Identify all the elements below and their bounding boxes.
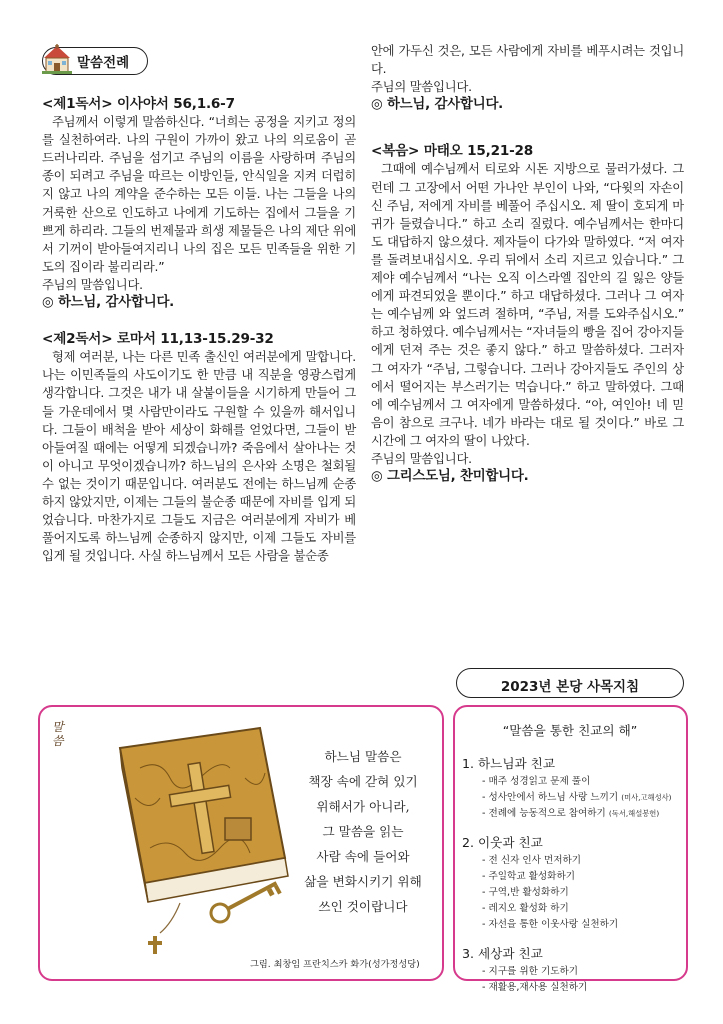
poem-line: 그 말씀을 읽는 bbox=[322, 824, 404, 839]
list-item: - 성사안에서 하느님 사랑 느끼기 (미사,고해성사) bbox=[482, 792, 672, 803]
illustration-credit: 그림. 최창임 프란치스카 화가(성가정성당) bbox=[250, 959, 420, 970]
reading1-text: 주님께서 이렇게 말씀하신다. “너희는 공정을 지키고 정의를 실천하여라. 나의 구원이 가까이 왔고 나의 의로움이 곧 드러나리라. 주님을 섬기고 주님의 이름을 사랑하며 주님의 종이 되려고 주님을 따르는 이방인들, 안식일을 지켜 더럽히지 않고 나의 계약을 준수하는 모든 이들. 나는 그들을 나의 거룩한 산으로 인도하고 나에게 기도하는 집에서 그들을 기쁘게 하리라. 그들의 번제물과 희생 제물들은 나의 제단 위에서 기꺼이 받아들여지리니 나의 집은 모든 민족들을 위한 기도의 집이라 불리리라.” bbox=[42, 115, 356, 274]
list-item: - 구역,반 활성화하기 bbox=[482, 887, 569, 898]
pastoral-title: 2023년 본당 사목지침 bbox=[500, 679, 640, 695]
stamp-text: 말씀 bbox=[52, 720, 64, 748]
reading1-response: ◎ 하느님, 감사합니다. bbox=[42, 295, 175, 311]
gospel-heading: <복음> 마태오 15,21-28 bbox=[371, 143, 534, 160]
reading2-closing: 주님의 말씀입니다. bbox=[371, 80, 472, 95]
list-item: - 전 신자 인사 먼저하기 bbox=[482, 855, 582, 866]
poem-line: 삶을 변화시키기 위해 bbox=[304, 874, 422, 889]
reading2-response: ◎ 하느님, 감사합니다. bbox=[371, 97, 504, 113]
gospel-text: 그때에 예수님께서 티로와 시돈 지방으로 물러가셨다. 그런데 그 고장에서 어떤 가나안 부인이 나와, “다윗의 자손이신 주님, 저에게 자비를 베풀어 주십시오. 제 딸이 호되게 마귀가 들렸습니다.” 하고 소리 질렀다. 예수님께서는 한마디도 대답하지 않으셨다. 제자들이 다가와 말하였다. “저 여자를 돌려보내십시오. 우리 뒤에서 소리 지르고 있습니다.” 그제야 예수님께서 “나는 오직 이스라엘 집안의 길 잃은 양들에게 파견되었을 뿐이다.” 하고 대답하셨다. 그러나 그 여자는 예수님께 와 엎드려 절하며, “주님, 저를 도와주십시오.” 하고 청하였다. 예수님께서는 “자녀들의 빵을 집어 강아지들에게 던져 주는 것은 좋지 않다.” 하고 말씀하셨다. 그러자 그 여자가 “주님, 그렇습니다. 그러나 강아지들도 주인의 상에서 떨어지는 부스러기는 먹습니다.” 하고 말하였다. 그때에 예수님께서 그 여자에게 말씀하셨다. “아, 여인아! 네 믿음이 참으로 크구나. 네가 바라는 대로 될 것이다.” 바로 그 시간에 그 여자의 딸이 나았다. bbox=[371, 162, 684, 448]
section-heading: 1. 하느님과 친교 bbox=[462, 756, 556, 771]
left-column bbox=[42, 95, 356, 565]
list-item: - 자선을 통한 이웃사랑 실천하기 bbox=[482, 919, 619, 930]
poem-line: 사람 속에 들어와 bbox=[316, 849, 410, 864]
gospel-closing: 주님의 말씀입니다. bbox=[371, 451, 472, 466]
poem-line: 책장 속에 갇혀 있기 bbox=[308, 774, 418, 789]
section-heading: 2. 이웃과 친교 bbox=[462, 835, 543, 850]
gospel-response: ◎ 그리스도님, 찬미합니다. bbox=[371, 469, 529, 485]
pastoral-motto: “말씀을 통한 친교의 해” bbox=[502, 723, 638, 738]
note: (독서,해설봉헌) bbox=[608, 809, 660, 818]
note: (미사,고해성사) bbox=[621, 793, 672, 802]
reading2-continuation: 안에 가두신 것은, 모든 사람에게 자비를 베푸시려는 것입니다. bbox=[371, 44, 684, 77]
reading2-text: 형제 여러분, 나는 다른 민족 출신인 여러분에게 말합니다. 나는 이민족들의 사도이기도 한 만큼 내 직분을 영광스럽게 생각합니다. 그것은 내가 내 살붙이들을 시기하게 만들어 그들 가운데에서 몇 사람만이라도 구원할 수 있을까 해서입니다. 그들이 배척을 받아 세상이 화해를 얻었다면, 그들이 받아들여질 때에는 어떻게 되겠습니까? 죽음에서 살아나는 것이 아니고 무엇이겠습니까? 하느님의 은사와 소명은 철회될 수 없는 것이기 때문입니다. 여러분도 전에는 하느님께 순종하지 않았지만, 이제는 그들의 불순종 때문에 자비를 입게 되었습니다. 마찬가지로 그들도 지금은 여러분에게 자비가 베풀어지도록 하느님께 순종하지 않지만, 이제 그들도 자비를 입게 될 것입니다. 사실 하느님께서 모든 사람을 불순종 bbox=[42, 350, 356, 564]
poem-line: 위해서가 아니라, bbox=[316, 799, 410, 814]
poem-text bbox=[298, 744, 428, 919]
list-item: - 매주 성경읽고 문제 풀이 bbox=[482, 776, 591, 787]
list-item: - 레지오 활성화 하기 bbox=[482, 903, 569, 914]
church-icon bbox=[40, 44, 74, 76]
pastoral-plan bbox=[462, 712, 678, 996]
list-item: - 재활용,재사용 실천하기 bbox=[482, 982, 588, 993]
right-column bbox=[371, 42, 684, 486]
bible-illustration bbox=[70, 708, 320, 970]
list-item: - 지구를 위한 기도하기 bbox=[482, 966, 579, 977]
list-item: - 주일학교 활성화하기 bbox=[482, 871, 575, 882]
section-heading: 3. 세상과 친교 bbox=[462, 946, 543, 961]
list-item: - 전례에 능동적으로 참여하기 (독서,해설봉헌) bbox=[482, 808, 660, 819]
reading1-heading: <제1독서> 이사야서 56,1.6-7 bbox=[42, 96, 235, 112]
reading2-heading: <제2독서> 로마서 11,13-15.29-32 bbox=[42, 331, 274, 348]
poem-line: 하느님 말씀은 bbox=[324, 749, 402, 764]
reading1-closing: 주님의 말씀입니다. bbox=[42, 277, 143, 292]
poem-line: 쓰인 것이랍니다 bbox=[318, 899, 408, 914]
section-title: 말씀전례 bbox=[77, 55, 130, 71]
